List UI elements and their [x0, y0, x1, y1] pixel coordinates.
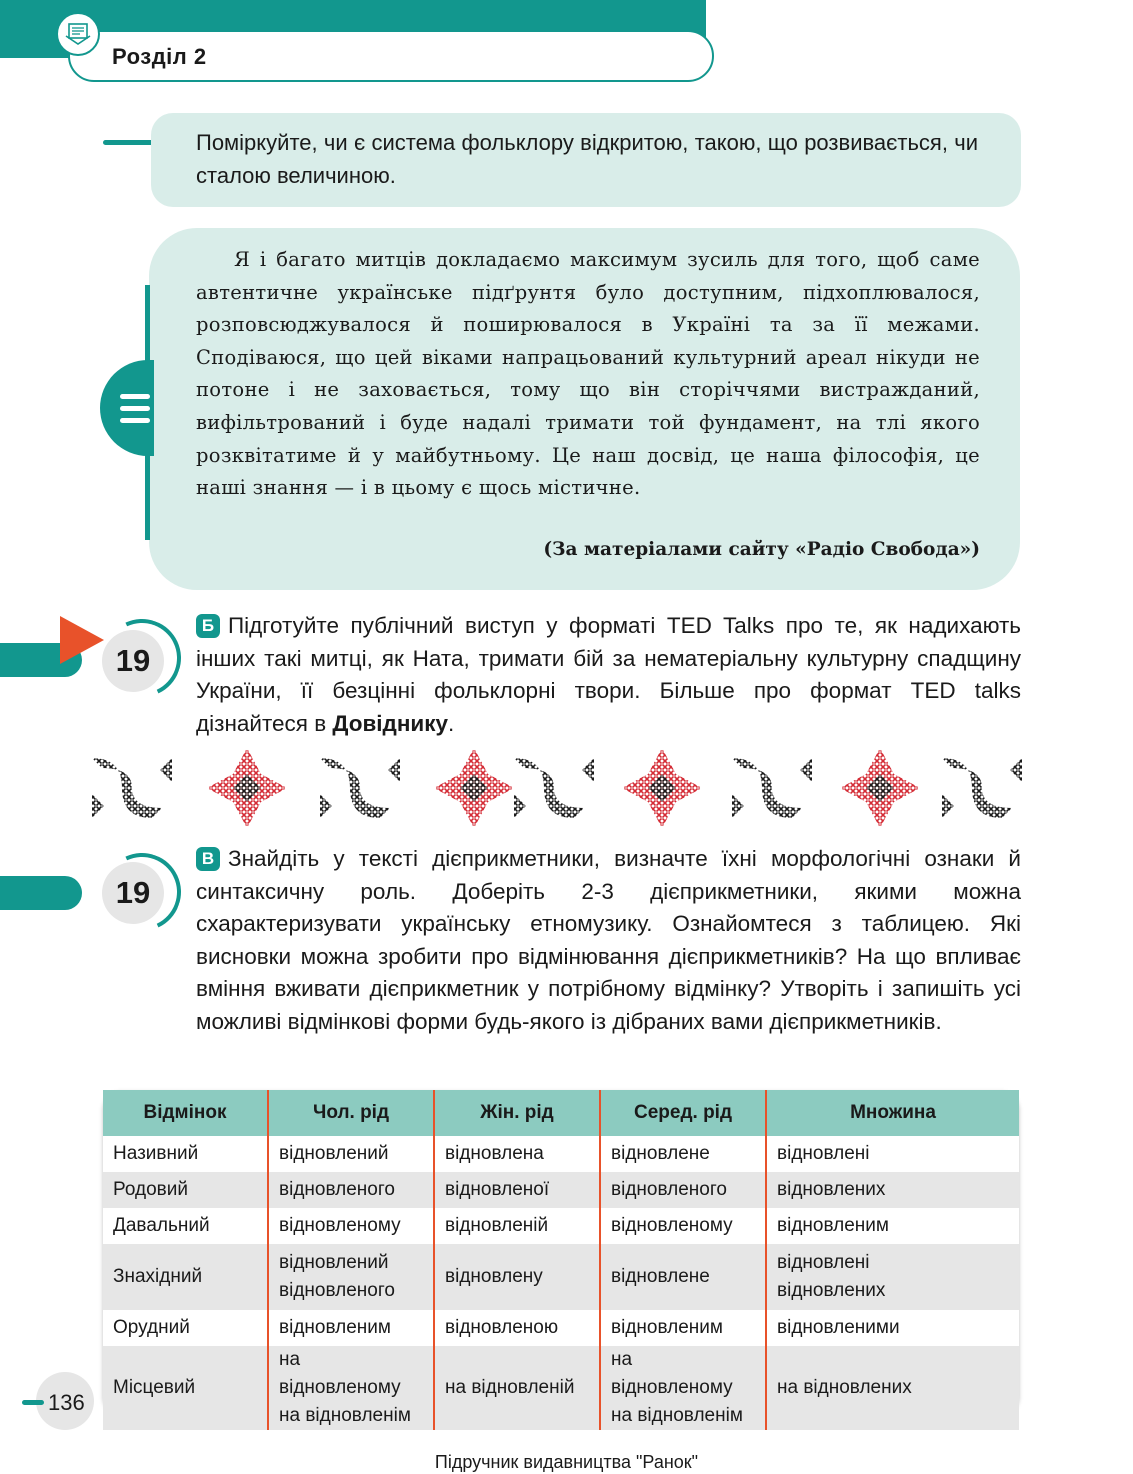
- table-cell: на відновленому на відновленім: [600, 1346, 766, 1430]
- case-name-cell: Давальний: [113, 1215, 210, 1236]
- task-b-text: [196, 610, 1021, 740]
- table-cell: відновленому: [600, 1208, 766, 1244]
- table-cell: відновленого: [268, 1172, 434, 1208]
- table-cell: відновлені відновлених: [766, 1244, 1019, 1310]
- table-cell: відновленому: [268, 1208, 434, 1244]
- table-cell: відновленій: [434, 1208, 600, 1244]
- task-v-text: [196, 843, 1021, 1039]
- col-header: Відмінок: [103, 1090, 268, 1136]
- case-name-cell: Знахідний: [103, 1244, 268, 1310]
- book-icon: [56, 12, 100, 56]
- case-name-cell: Місцевий: [103, 1346, 268, 1430]
- col-header: Серед. рід: [600, 1090, 766, 1136]
- reflect-task-text: Поміркуйте, чи є система фольклору відкритою, такою, що розвивається, чи сталою величиною.: [196, 130, 978, 188]
- table-cell: відновлене: [600, 1136, 766, 1172]
- page-number-dash: [22, 1400, 44, 1405]
- task-number-b: 19: [102, 630, 164, 692]
- task-number-v: 19: [102, 862, 164, 924]
- task-v-body: Знайдіть у тексті дієприкметники, визначте їхні морфологічні ознаки й синтаксичну роль. Доберіть 2-3 дієприкметники, якими можна схарактеризувати українську етномузику. Ознайомтеся з таблицею. Які висновки можна зробити про відмінювання дієприкметників? На що впливає вміння вживати дієприкметник у потрібному відмінку? Утворіть і запишіть усі можливі відмінкові форми будь-якого із дібраних вами дієприкметників.: [196, 846, 1021, 1034]
- quote-lines-icon: [100, 360, 154, 456]
- reference-link: Довіднику: [332, 710, 449, 736]
- table-cell: відновлений відновленого: [268, 1244, 434, 1310]
- task-tab-bar: [0, 876, 82, 910]
- table-cell: відновленого: [600, 1172, 766, 1208]
- table-cell: на відновленому на відновленім: [268, 1346, 434, 1430]
- table-cell: відновлену: [434, 1244, 600, 1310]
- table-cell: відновлених: [766, 1172, 1019, 1208]
- table-row: [103, 1136, 1019, 1172]
- play-arrow-icon: [60, 616, 104, 664]
- task-b-end: .: [448, 710, 455, 736]
- table-cell: відновленої: [434, 1172, 600, 1208]
- task-b-badge: Б: [196, 614, 220, 638]
- table-row: [103, 1346, 1019, 1430]
- table-row: [103, 1172, 1019, 1208]
- table-row: [103, 1244, 1019, 1310]
- table-cell: відновлена: [434, 1136, 600, 1172]
- case-name-cell: Називний: [113, 1143, 199, 1164]
- task-v-badge: В: [196, 847, 220, 871]
- publisher-footer: Підручник видавництва "Ранок": [434, 1452, 699, 1472]
- table-cell: відновленою: [434, 1310, 600, 1346]
- table-cell: відновленим: [766, 1208, 1019, 1244]
- table-row: [103, 1310, 1019, 1346]
- table-cell: відновленими: [766, 1310, 1019, 1346]
- case-name-cell: Родовий: [103, 1172, 268, 1208]
- table-row: [103, 1208, 1019, 1244]
- table-cell: відновленим: [600, 1310, 766, 1346]
- quote-text: Я і багато митців докладаємо максимум зусиль для того, щоб саме автентичне українське підґрунтя було доступним, підхоплювалося, розповсюджувалося й поширювалося в Україні та за її межами. Сподіваюся, що цей віками напрацьований культурний ареал нікуди не потоне і не заховається, тому що він сторіччями вистражданий, вифільтрований і буде надалі тримати той фундамент, на тлі якого розквітатиме й у майбутньому. Це наш досвід, це наша філософія, це наші знання — і в цьому є щось містичне.: [196, 248, 980, 500]
- table-cell: на відновленій: [434, 1346, 600, 1430]
- declension-table: [103, 1090, 1019, 1426]
- table-cell: відновленим: [268, 1310, 434, 1346]
- table-cell: відновлений: [268, 1136, 434, 1172]
- table-cell: на відновлених: [766, 1346, 1019, 1430]
- embroidery-ornament: [102, 746, 1020, 830]
- section-title: Розділ 2: [112, 44, 207, 69]
- quote-source: (За матеріалами сайту «Радіо Свобода»): [543, 539, 980, 560]
- col-header: Чол. рід: [268, 1090, 434, 1136]
- page-number: 136: [48, 1390, 85, 1415]
- table-cell: відновлені: [766, 1136, 1019, 1172]
- table-cell: відновлене: [600, 1244, 766, 1310]
- col-header: Жін. рід: [434, 1090, 600, 1136]
- task-b-body: Підготуйте публічний виступ у форматі TED Talks про те, як надихають інших такі митці, як Ната, тримати бій за нематеріальну культурну спадщину України, її безцінні фольклорні твори. Більше про формат TED talks дізнайтеся в: [196, 613, 1021, 736]
- col-header: Множина: [766, 1090, 1019, 1136]
- case-name-cell: Орудний: [113, 1317, 190, 1338]
